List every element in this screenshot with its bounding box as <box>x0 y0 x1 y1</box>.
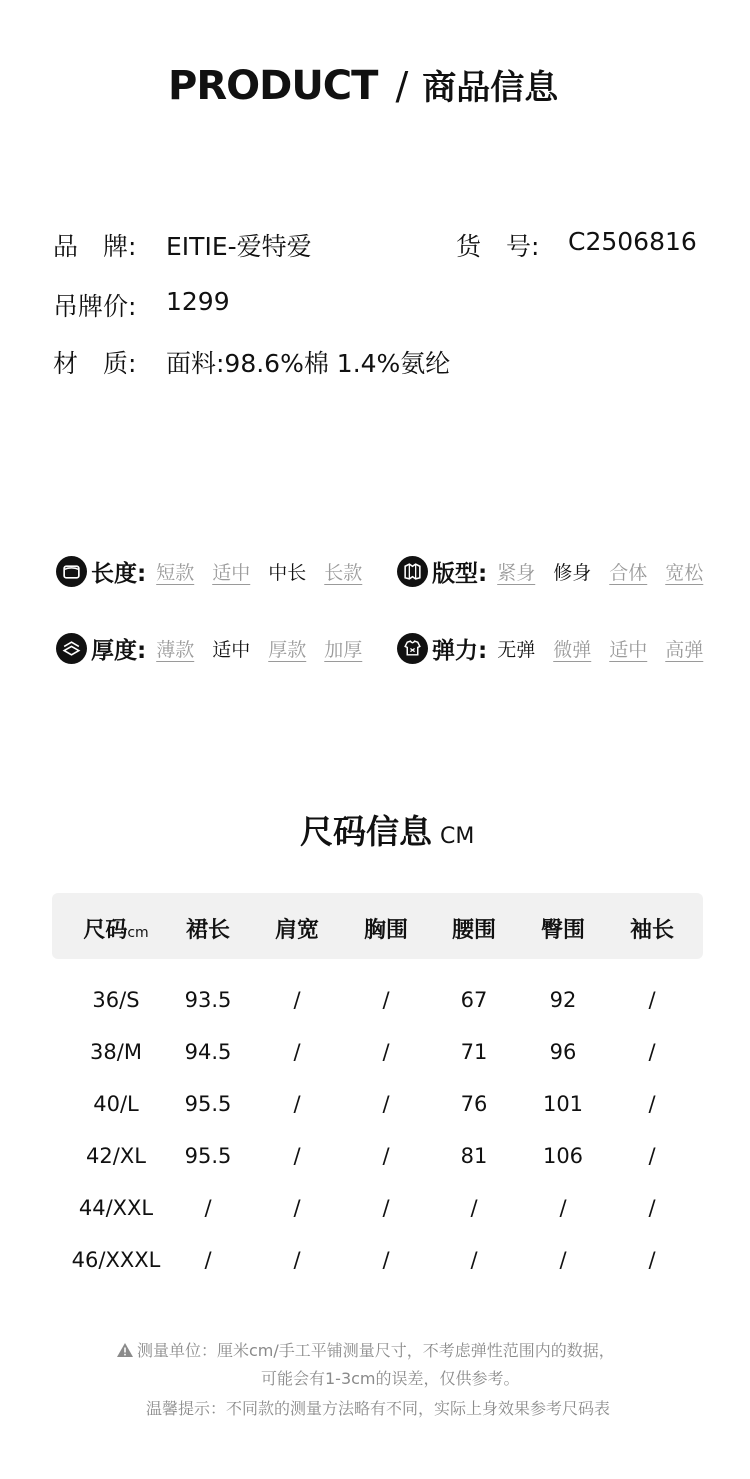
table-cell: / <box>470 1248 478 1272</box>
size-section-title <box>300 806 474 853</box>
material-label: 材 质: <box>53 349 137 378</box>
note-line-2: 可能会有1-3cm的误差，仅供参考。 <box>261 1369 520 1388</box>
table-cell: / <box>293 1196 301 1220</box>
note-line-1-text: 测量单位：厘米cm/手工平铺测量尺寸，不考虑弹性范围内的数据， <box>137 1341 615 1360</box>
table-cell: 95.5 <box>184 1144 232 1168</box>
fit-options <box>497 558 703 585</box>
header-text: 裙长 <box>185 918 230 943</box>
material-value: 面料:98.6%棉 1.4%氨纶 <box>166 349 451 378</box>
length-options <box>156 558 362 585</box>
title-cn: 商品信息 <box>422 68 559 108</box>
elasticity-option: 适中 <box>609 639 648 661</box>
info-brand <box>53 227 312 263</box>
brand-value: EITIE-爱特爱 <box>166 232 312 261</box>
table-cell: 101 <box>542 1092 584 1116</box>
table-cell: / <box>382 1144 390 1168</box>
table-cell: / <box>293 1040 301 1064</box>
table-cell: 36/S <box>92 988 140 1012</box>
title-en: PRODUCT <box>168 63 378 109</box>
table-cell: 106 <box>542 1144 584 1168</box>
sku-label: 货 号: <box>456 232 540 261</box>
table-cell: 71 <box>460 1040 488 1064</box>
elasticity-option: 高弹 <box>665 639 704 661</box>
info-price <box>53 287 230 323</box>
table-cell: 92 <box>549 988 577 1012</box>
table-cell: / <box>382 1040 390 1064</box>
table-cell: 81 <box>460 1144 488 1168</box>
table-cell: 67 <box>460 988 488 1012</box>
table-cell: / <box>382 988 390 1012</box>
table-cell: / <box>293 988 301 1012</box>
header-text: 臀围 <box>540 918 585 943</box>
fit-option: 紧身 <box>497 562 536 584</box>
attr-elasticity <box>397 632 703 665</box>
fit-option: 合体 <box>609 562 648 584</box>
price-value: 1299 <box>166 287 230 316</box>
warning-icon <box>116 1342 134 1358</box>
thickness-option: 适中 <box>212 639 251 661</box>
table-cell: / <box>382 1092 390 1116</box>
table-cell: / <box>204 1196 212 1220</box>
fit-name: 版型: <box>432 561 488 587</box>
table-cell: / <box>293 1092 301 1116</box>
elasticity-icon <box>397 633 428 664</box>
table-cell: 40/L <box>93 1092 139 1116</box>
table-cell: / <box>559 1196 567 1220</box>
elasticity-option: 无弹 <box>497 639 536 661</box>
table-cell: 46/XXXL <box>71 1248 161 1272</box>
table-cell: / <box>293 1248 301 1272</box>
table-cell: / <box>470 1196 478 1220</box>
table-cell: / <box>648 988 656 1012</box>
header-text: 腰围 <box>451 918 496 943</box>
table-cell: 76 <box>460 1092 488 1116</box>
elasticity-options <box>497 635 703 662</box>
table-cell: 44/XXL <box>78 1196 154 1220</box>
fit-option: 修身 <box>553 562 592 584</box>
table-cell: / <box>382 1248 390 1272</box>
elasticity-name: 弹力: <box>432 638 488 664</box>
table-cell: 38/M <box>90 1040 142 1064</box>
length-option: 长款 <box>324 562 363 584</box>
table-cell: / <box>293 1144 301 1168</box>
attr-fit <box>397 555 703 588</box>
note-line-3: 温馨提示：不同款的测量方法略有不同，实际上身效果参考尺码表 <box>146 1399 611 1418</box>
thickness-option: 薄款 <box>156 639 195 661</box>
table-cell: / <box>648 1092 656 1116</box>
note-line-1 <box>116 1338 615 1361</box>
size-title-text: 尺码信息 <box>300 812 432 851</box>
table-cell: 94.5 <box>184 1040 232 1064</box>
table-cell: / <box>648 1196 656 1220</box>
header-unit: cm <box>127 925 149 941</box>
header-text: 肩宽 <box>274 918 319 943</box>
thickness-options <box>156 635 362 662</box>
table-cell: 42/XL <box>86 1144 146 1168</box>
fit-option: 宽松 <box>665 562 704 584</box>
length-icon <box>56 556 87 587</box>
table-cell: 93.5 <box>184 988 232 1012</box>
page-title <box>168 60 558 109</box>
fit-icon <box>397 556 428 587</box>
table-cell: / <box>648 1248 656 1272</box>
table-cell: / <box>648 1040 656 1064</box>
info-material <box>53 344 450 380</box>
table-cell: / <box>648 1144 656 1168</box>
header-text: 尺码 <box>83 918 128 943</box>
thickness-name: 厚度: <box>91 638 147 664</box>
thickness-option: 厚款 <box>268 639 307 661</box>
attr-length <box>56 555 362 588</box>
header-text: 胸围 <box>363 918 408 943</box>
table-header-cell <box>597 913 707 944</box>
header-text: 袖长 <box>629 918 674 943</box>
title-slash: / <box>395 64 409 108</box>
info-sku <box>456 227 697 263</box>
table-cell: 96 <box>549 1040 577 1064</box>
length-option: 短款 <box>156 562 195 584</box>
table-cell: 95.5 <box>184 1092 232 1116</box>
length-option: 中长 <box>268 562 307 584</box>
sku-value: C2506816 <box>568 227 697 256</box>
length-name: 长度: <box>91 561 147 587</box>
table-cell: / <box>559 1248 567 1272</box>
table-cell: / <box>382 1196 390 1220</box>
elasticity-option: 微弹 <box>553 639 592 661</box>
attr-thickness <box>56 632 362 665</box>
price-label: 吊牌价: <box>53 292 137 321</box>
size-title-unit: CM <box>440 824 475 849</box>
length-option: 适中 <box>212 562 251 584</box>
thickness-option: 加厚 <box>324 639 363 661</box>
table-cell: / <box>204 1248 212 1272</box>
thickness-icon <box>56 633 87 664</box>
brand-label: 品 牌: <box>53 232 137 261</box>
